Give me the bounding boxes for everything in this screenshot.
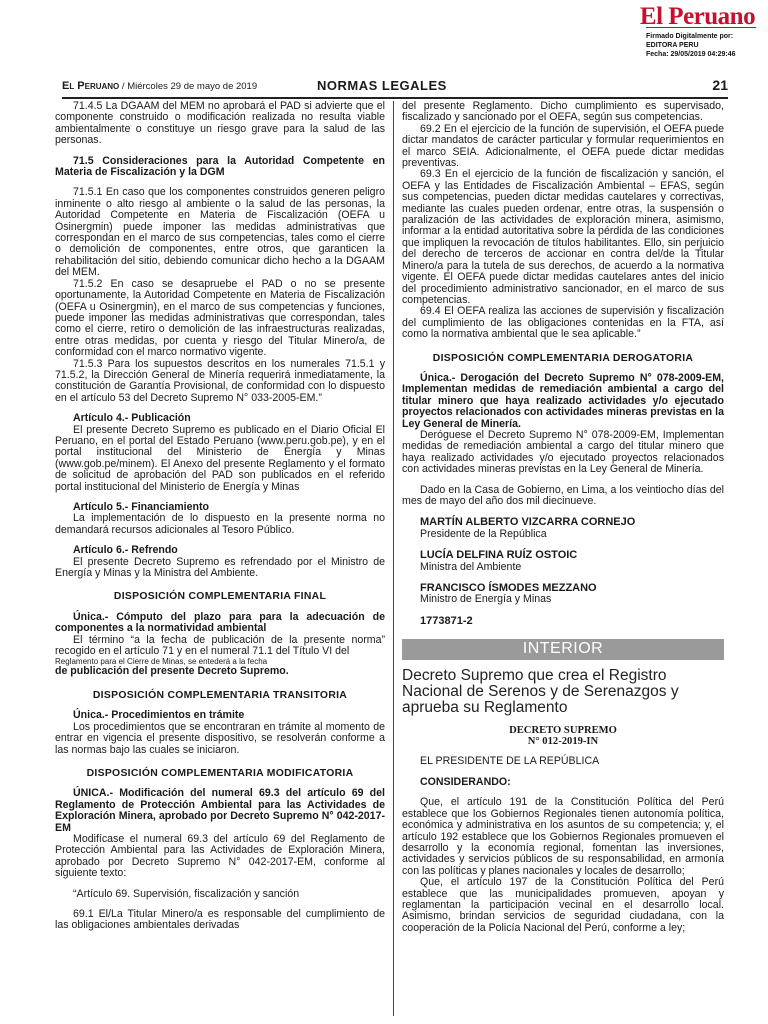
signatory-role: Presidente de la República: [420, 527, 547, 540]
digital-signature: [646, 32, 736, 59]
article-title: Única.- Derogación del Decreto Supremo N° 078-2009-EM, Implementan medidas de remediación ambiental a cargo del titular minero que haya realizado actividades y/o ejecutado proyectos relacionados con actividades mineras previstas en la Ley General de Minería.: [402, 371, 724, 430]
paragraph: La implementación de lo dispuesto en la presente norma no demandará recursos adicionales al Tesoro Público.: [55, 512, 385, 536]
signatory-name: FRANCISCO ÍSMODES MEZZANO: [420, 582, 597, 595]
article-title: Artículo 6.- Refrendo: [73, 544, 178, 557]
paragraph: Que, el artículo 191 de la Constitución Política del Perú establece que los Gobiernos Regionales tienen autonomía política, económica y administrativa en los asuntos de su competencia; y, el artículo 192 establece que los Gobiernos Regionales promueven el desarrollo y la economía regional, fomentan las inversiones, actividades y servicios públicos de su responsabilidad, en armonía con las políticas y planes nacionales y locales de desarrollo;: [402, 796, 724, 877]
section-heading: DISPOSICIÓN COMPLEMENTARIA DEROGATORIA: [432, 352, 694, 364]
decree-label: DECRETO SUPREMO: [509, 724, 617, 736]
paragraph: 69.4 El OEFA realiza las acciones de supervisión y fiscalización del cumplimiento de las obligaciones contenidas en la FTA, así como la normativa ambiental que le sea aplicable.”: [402, 305, 724, 341]
logo-underline: [646, 27, 756, 31]
left-column: [55, 101, 385, 932]
decree-number: N° 012-2019-IN: [527, 736, 599, 748]
paragraph: El presente Decreto Supremo es refrendado por el Ministro de Energía y Minas y la Ministra del Ambiente.: [55, 555, 385, 580]
signatory-role: Ministro de Energía y Minas: [420, 593, 552, 606]
header-paper-name: El Peruano: [62, 80, 120, 92]
paragraph: 69.3 En el ejercicio de la función de fiscalización y sanción, el OEFA y las Entidades de Fiscalización Ambiental – EFAS, según sus competencias, pueden dictar medidas cautelares y correctivas, mediante las cuales pueden ordenar, entre otras, la suspensión o paralización de las actividades de exploración minera, asimismo, informar a la entidad autoritativa sobre la pérdida de las condiciones que impliquen la revocación de títulos habilitantes. Ello, sin perjuicio del derecho de terceros de accionar en contra del/de la Titular Minero/a para la tutela de sus derechos, de acuerdo a la normativa vigente. El OEFA puede dictar medidas cautelares antes del inicio del procedimiento administrativo sancionador, en el marco de sus competencias.: [402, 168, 724, 306]
paragraph: El término “a la fecha de publicación de la presente norma” recogido en el artículo 71 y en el numeral 71.1 del Título VI del: [55, 633, 385, 658]
paragraph: Única.- Cómputo del plazo para para la adecuación de componentes a la normatividad ambiental: [55, 610, 385, 635]
newspaper-logo: El Peruano: [639, 3, 756, 30]
header-edition: [62, 80, 257, 92]
column-divider: [393, 101, 394, 1016]
paragraph: Deróguese el Decreto Supremo N° 078-2009-EM, Implementan medidas de remediación ambiental a cargo del titular minero que haya realizado actividades y/o ejecutado proyectos relacionados con actividades mineras previstas en la Ley General de Minería.: [402, 428, 724, 476]
article-title: ÚNICA.- Modificación del numeral 69.3 del artículo 69 del Reglamento de Protección Ambiental para las Actividades de Exploración Minera, aprobado por Decreto Supremo N° 042-2017-EM: [55, 787, 385, 834]
section-heading: DISPOSICIÓN COMPLEMENTARIA MODIFICATORIA: [86, 767, 354, 779]
paragraph: 71.5.1 En caso que los componentes construidos generen peligro inminente o alto riesgo al ambiente o la salud de las personas, la Autoridad Competente en Materia de Fiscalización (OEFA u Osinergmin) puede imponer las medidas administrativas que correspondan en el marco de sus competencias, tales como el cierre o demolición de componentes, entre otros, que garanticen la rehabilitación del sitio, debiendo comunicar dicho hecho a la DGAAM del MEM.: [55, 186, 385, 279]
signature-date: Fecha: 29/05/2019 04:29:46: [646, 51, 736, 58]
article-title: Artículo 5.- Financiamiento: [73, 501, 209, 513]
paragraph: 71.4.5 La DGAAM del MEM no aprobará el PAD si advierte que el componente construido o modificación realizada no resulta viable ambientalmente o constituye un riesgo grave para la salud de las personas.: [55, 100, 385, 147]
right-column: [402, 101, 724, 934]
paragraph-small: Reglamento para el Cierre de Minas, se entederá a la fecha: [55, 657, 268, 667]
paragraph: del presente Reglamento. Dicho cumplimiento es supervisado, fiscalizado y sancionado por el OEFA, según sus competencias.: [402, 100, 724, 124]
article-title: Única.- Procedimientos en trámite: [73, 709, 245, 722]
paragraph: Que, el artículo 197 de la Constitución Política del Perú establece que las municipalidades promueven, apoyan y reglamentan la participación vecinal en el desarrollo local. Asimismo, brindan servicios de seguridad ciudadana, con la cooperación de la Policía Nacional del Perú, conforme a ley;: [402, 876, 724, 934]
page-number: 21: [712, 77, 728, 93]
signatory-role: Ministra del Ambiente: [420, 560, 522, 573]
section-heading: DISPOSICIÓN COMPLEMENTARIA TRANSITORIA: [92, 689, 348, 701]
decree-title: Decreto Supremo que crea el Registro Nacional de Serenos y de Serenazgos y aprueba su Reglamento: [402, 666, 679, 716]
paragraph: Los procedimientos que se encontraran en trámite al momento de entrar en vigencia el presente dispositivo, se resolverán conforme a las normas bajo las cuales se iniciaron.: [55, 720, 385, 756]
page-header: [62, 77, 728, 99]
paragraph: 69.1 El/La Titular Minero/a es responsable del cumplimiento de las obligaciones ambientales derivadas: [55, 907, 385, 932]
paragraph: 71.5.2 En caso se desapruebe el PAD o no se presente oportunamente, la Autoridad Competente en Materia de Fiscalización (OEFA u Osinergmin), en el marco de sus competencias y funciones, puede imponer las medidas administrativas que correspondan, tales como el cierre, retiro o demolición de las infraestructuras realizadas, entre otras medidas, por cuenta y riesgo del Titular Minero/a, de conformidad con el marco normativo vigente.: [55, 277, 385, 359]
reference-number: 1773871-2: [420, 614, 473, 627]
signatory-name: MARTÍN ALBERTO VIZCARRA CORNEJO: [420, 516, 636, 529]
header-date: / Miércoles 29 de mayo de 2019: [119, 81, 258, 92]
paragraph: Modifícase el numeral 69.3 del artículo 69 del Reglamento de Protección Ambiental para las Actividades de Exploración Minera, aprobado por Decreto Supremo N° 042-2017-EM, conforme al siguiente texto:: [55, 832, 385, 880]
section-heading: 71.5 Consideraciones para la Autoridad Competente en Materia de Fiscalización y la DGM: [55, 154, 385, 179]
considerando-heading: CONSIDERANDO:: [420, 775, 511, 788]
section-banner: INTERIOR: [402, 639, 724, 659]
paragraph: Dado en la Casa de Gobierno, en Lima, a los veintiocho días del mes de mayo del año dos mil diecinueve.: [402, 483, 724, 507]
signature-signer: EDITORA PERU: [646, 42, 699, 49]
header-section: NORMAS LEGALES: [317, 78, 447, 93]
quoted-article-title: “Artículo 69. Supervisión, fiscalización y sanción: [73, 887, 300, 900]
paragraph: 71.5.3 Para los supuestos descritos en los numerales 71.5.1 y 71.5.2, la Dirección General de Minería requerirá inmediatamente, la constitución de Garantía Provisional, de conformidad con lo dispuesto en el artículo 53 del Decreto Supremo N° 033-2005-EM.”: [55, 357, 385, 404]
paragraph: EL PRESIDENTE DE LA REPÚBLICA: [420, 755, 600, 768]
section-heading: DISPOSICIÓN COMPLEMENTARIA FINAL: [113, 591, 327, 603]
paragraph: El presente Decreto Supremo es publicado en el Diario Oficial El Peruano, en el portal del Estado Peruano (www.peru.gob.pe), y en el portal institucional del Ministerio de Energía y Minas (www.gob.pe/minem). El Anexo del presente Reglamento y el formato de solicitud de aprobación del PAD son publicados en el referido portal institucional del Ministerio de Energía y Minas: [55, 423, 385, 493]
article-title: Artículo 4.- Publicación: [73, 412, 191, 425]
paragraph: 69.2 En el ejercicio de la función de supervisión, el OEFA puede dictar mandatos de carácter particular y formular requerimientos en el marco SEIA. Adicionalmente, el OEFA puede dictar medidas preventivas.: [402, 122, 724, 170]
signatory-name: LUCÍA DELFINA RUÍZ OSTOIC: [420, 549, 578, 562]
signature-label: Firmado Digitalmente por:: [646, 33, 734, 40]
paragraph: de publicación del presente Decreto Supremo.: [55, 665, 289, 678]
